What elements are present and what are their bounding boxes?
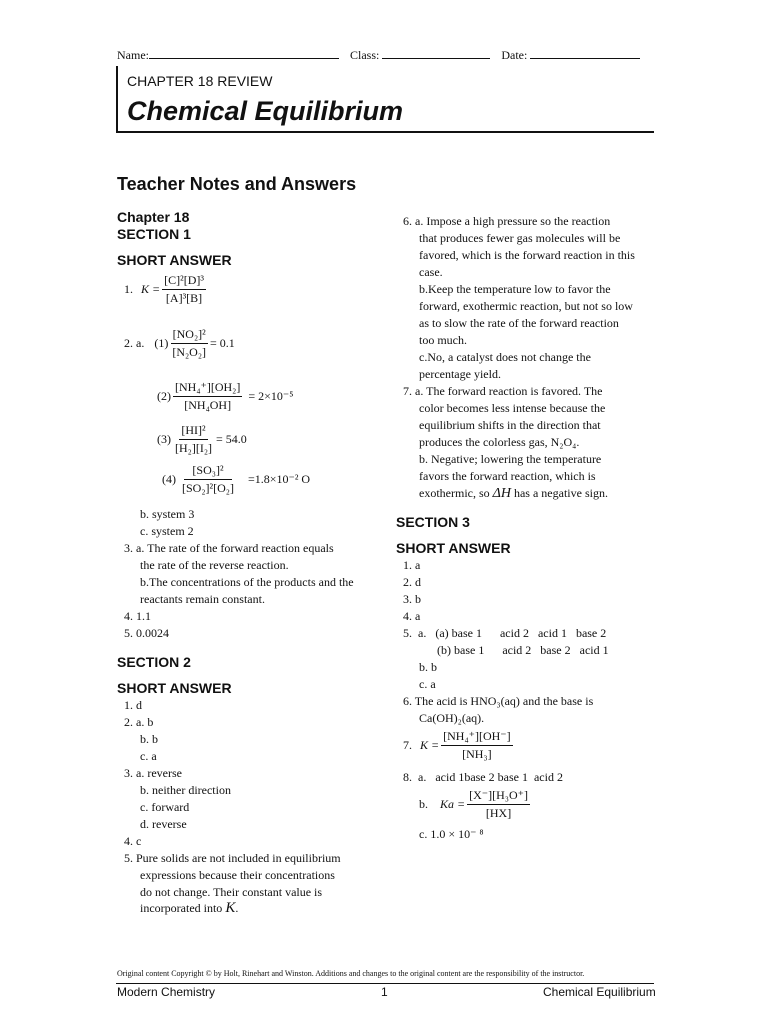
s3-q8b-equation bbox=[419, 788, 532, 821]
s3-q7-lhs: K = bbox=[420, 738, 440, 752]
footer-rule bbox=[116, 983, 654, 984]
s3-q7-number: 7. bbox=[403, 738, 412, 752]
section3-heading: SECTION 3 bbox=[396, 514, 470, 530]
q1-denominator: [A]³[B] bbox=[165, 291, 203, 305]
q2-1-label: (1) bbox=[154, 336, 169, 350]
page-title: Chemical Equilibrium bbox=[127, 96, 404, 126]
q3a-line1: 3. a. The rate of the forward reaction equals bbox=[124, 541, 334, 555]
s3-q8b-numerator: [X⁻][H₃O⁺] bbox=[467, 788, 530, 805]
s3-q5b: b. b bbox=[419, 660, 437, 674]
s2-item: b. b bbox=[140, 732, 158, 746]
q6-line: b.Keep the temperature low to favor the bbox=[419, 282, 611, 296]
header-fields bbox=[117, 46, 640, 63]
q2b-answer: b. system 3 bbox=[140, 507, 195, 521]
footer-left: Modern Chemistry bbox=[117, 985, 216, 999]
q1-lhs: K = bbox=[141, 282, 161, 296]
q7-line: 7. a. The forward reaction is favored. The bbox=[403, 384, 603, 398]
q7-line: equilibrium shifts in the direction that bbox=[419, 418, 601, 432]
date-blank bbox=[530, 46, 640, 59]
q6-line: as to slow the rate of the forward reaction bbox=[419, 316, 619, 330]
s3-q6-line2: Ca(OH)₂(aq). bbox=[419, 711, 485, 725]
short-answer-heading-2: SHORT ANSWER bbox=[117, 680, 232, 696]
q2-3-denominator: [H₂][I₂] bbox=[175, 441, 213, 455]
short-answer-heading-1: SHORT ANSWER bbox=[117, 252, 232, 268]
s3-q8a: 8. a. acid 1base 2 base 1 acid 2 bbox=[403, 770, 563, 784]
s3-q5a-b: (b) base 1 acid 2 base 2 acid 1 bbox=[437, 643, 609, 657]
q2-2-numerator: [NH₄⁺][OH₂] bbox=[173, 380, 242, 397]
title-bottom-rule bbox=[116, 131, 654, 133]
q2-4-denominator: [SO₂]²[O₂] bbox=[182, 481, 234, 495]
s3-item: 1. a bbox=[403, 558, 421, 572]
q4-answer: 4. 1.1 bbox=[124, 609, 151, 623]
q6-line: percentage yield. bbox=[419, 367, 501, 381]
q6-line: that produces fewer gas molecules will be bbox=[419, 231, 621, 245]
q6-line: favored, which is the forward reaction in this bbox=[419, 248, 635, 262]
s3-q8c: c. 1.0 × 10⁻ ⁸ bbox=[419, 827, 484, 841]
q3b-line2: reactants remain constant. bbox=[140, 592, 265, 606]
s3-q7-numerator: [NH₄⁺][OH⁻] bbox=[441, 729, 513, 746]
q7-line-last: exothermic, so ΔH has a negative sign. bbox=[419, 486, 608, 501]
s3-item: 3. b bbox=[403, 592, 421, 606]
s3-q7-denominator: [NH₃] bbox=[462, 747, 492, 761]
q2-2-label: (2) bbox=[157, 389, 171, 403]
q2-2-equation bbox=[157, 380, 293, 413]
q2-1-denominator: [N₂O₂] bbox=[172, 345, 207, 359]
short-answer-heading-3: SHORT ANSWER bbox=[396, 540, 511, 556]
s3-q6-line1: 6. The acid is HNO₃(aq) and the base is bbox=[403, 694, 594, 708]
page-number: 1 bbox=[381, 985, 388, 999]
q5-answer: 5. 0.0024 bbox=[124, 626, 169, 640]
q2a-label: 2. a. bbox=[124, 336, 145, 350]
q2-3-equation bbox=[157, 423, 247, 456]
footer-right: Chemical Equilibrium bbox=[543, 985, 656, 999]
q1-number: 1. bbox=[124, 282, 133, 296]
q2c-answer: c. system 2 bbox=[140, 524, 194, 538]
s2-item: d. reverse bbox=[140, 817, 187, 831]
q2-2-denominator: [NH₄OH] bbox=[184, 398, 232, 412]
q7-line: produces the colorless gas, N₂O₄. bbox=[419, 435, 580, 449]
class-blank bbox=[382, 46, 490, 59]
section2-heading: SECTION 2 bbox=[117, 654, 191, 670]
class-label: Class: bbox=[350, 48, 380, 62]
s3-q5a: 5. a. (a) base 1 acid 2 acid 1 base 2 bbox=[403, 626, 607, 640]
q6-line: forward, exothermic reaction, but not so low bbox=[419, 299, 633, 313]
chapter-review-label: CHAPTER 18 REVIEW bbox=[127, 73, 273, 89]
s2-item: 2. a. b bbox=[124, 715, 154, 729]
q6-line: too much. bbox=[419, 333, 467, 347]
name-label: Name: bbox=[117, 48, 149, 62]
q2-4-numerator: [SO₃]² bbox=[184, 463, 231, 480]
s3-q7-equation bbox=[403, 729, 515, 762]
s2-item: 1. d bbox=[124, 698, 142, 712]
s2-item: b. neither direction bbox=[140, 783, 231, 797]
q6-line: c.No, a catalyst does not change the bbox=[419, 350, 591, 364]
q2-1-equation bbox=[124, 327, 235, 360]
q2-4-value: =1.8×10⁻² O bbox=[247, 472, 311, 486]
s2-q5-line2: expressions because their concentrations bbox=[140, 868, 335, 882]
s2-item: 3. a. reverse bbox=[124, 766, 182, 780]
s3-item: 4. a bbox=[403, 609, 421, 623]
s3-q8b-denominator: [HX] bbox=[485, 806, 512, 820]
title-left-bar bbox=[116, 66, 118, 132]
q2-4-equation bbox=[162, 463, 310, 496]
q2-3-numerator: [HI]² bbox=[179, 423, 207, 440]
q3b-line1: b.The concentrations of the products and the bbox=[140, 575, 354, 589]
q1-equation bbox=[124, 273, 208, 306]
q6-line: case. bbox=[419, 265, 443, 279]
chapter-heading: Chapter 18 bbox=[117, 209, 190, 225]
q7-line: color becomes less intense because the bbox=[419, 401, 606, 415]
s3-item: 2. d bbox=[403, 575, 421, 589]
s2-q5-line1: 5. Pure solids are not included in equilibrium bbox=[124, 851, 341, 865]
s2-q5-line3: do not change. Their constant value is bbox=[140, 885, 323, 899]
q7-line: b. Negative; lowering the temperature bbox=[419, 452, 602, 466]
s2-item: 4. c bbox=[124, 834, 142, 848]
q2-1-value: = 0.1 bbox=[210, 336, 235, 350]
q2-3-value: = 54.0 bbox=[216, 432, 247, 446]
date-label: Date: bbox=[501, 48, 528, 62]
s2-item: c. forward bbox=[140, 800, 190, 814]
section1-heading: SECTION 1 bbox=[117, 226, 191, 242]
s3-q8b-lhs: Ka = bbox=[440, 797, 466, 811]
s3-q8b-label: b. bbox=[419, 797, 428, 811]
q7-line: favors the forward reaction, which is bbox=[419, 469, 596, 483]
copyright-notice: Original content Copyright © by Holt, Rinehart and Winston. Additions and changes to the original content are the responsibility of the instructor. bbox=[117, 969, 585, 978]
q2-2-value: = 2×10⁻⁵ bbox=[248, 389, 294, 403]
q3a-line2: the rate of the reverse reaction. bbox=[140, 558, 289, 572]
q2-3-label: (3) bbox=[157, 432, 171, 446]
notes-title: Teacher Notes and Answers bbox=[117, 174, 357, 194]
q6-line: 6. a. Impose a high pressure so the reaction bbox=[403, 214, 611, 228]
s3-q5c: c. a bbox=[419, 677, 436, 691]
q1-numerator: [C]²[D]³ bbox=[162, 273, 206, 290]
s2-q5-line4: incorporated into K. bbox=[140, 900, 239, 916]
q2-4-label: (4) bbox=[162, 472, 176, 486]
s2-item: c. a bbox=[140, 749, 157, 763]
q2-1-numerator: [NO₂]² bbox=[171, 327, 208, 344]
name-blank bbox=[149, 46, 339, 59]
